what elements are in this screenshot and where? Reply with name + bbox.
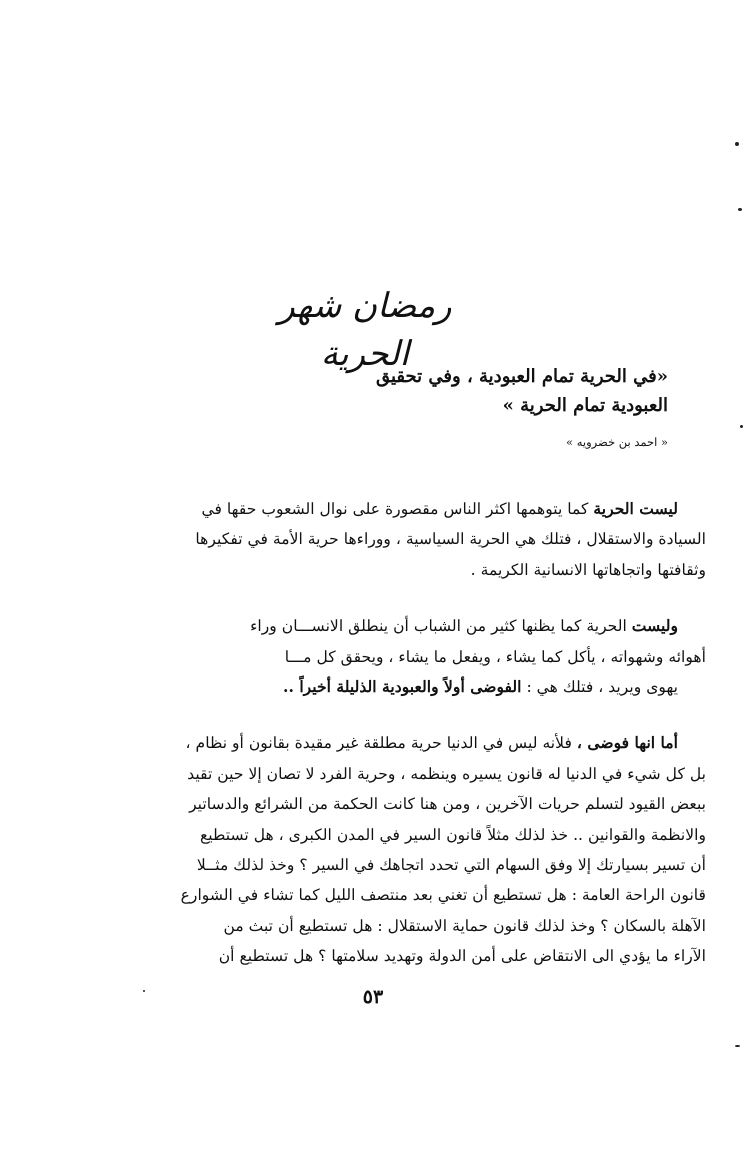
scan-speck (735, 142, 739, 146)
page-number: ٥٣ (362, 986, 384, 1008)
text-line: قانون الراحة العامة : هل تستطيع أن تغني بعد منتصف الليل كما تشاء في الشوارع (180, 886, 706, 905)
line-text: الحرية كما يظنها كثير من الشباب أن ينطلق الانســـان وراء (250, 617, 632, 636)
epigraph-attribution: « احمد بن خضرويه » (566, 435, 668, 449)
chapter-title: رمضان شهر الحرية (278, 286, 452, 374)
text-line (40, 672, 706, 702)
scan-speck (143, 990, 145, 992)
text-line: السيادة والاستقلال ، فتلك هي الحرية السياسية ، ووراءها حرية الأمة في تفكيرها (195, 530, 706, 549)
text-line: أن تسير بسيارتك إلا وفق السهام التي تحدد اتجاهك في السير ؟ وخذ لذلك مثــلا (196, 856, 706, 875)
line-text: كما يتوهمها اكثر الناس مقصورة على نوال الشعوب حقها في (201, 500, 594, 518)
line-text: يهوى ويريد ، فتلك هي : (521, 678, 678, 697)
scan-speck (738, 208, 742, 211)
lead-phrase: ليست الحرية (593, 499, 678, 518)
paragraph (40, 728, 706, 971)
lead-phrase: أما انها فوضى ، (576, 733, 678, 753)
epigraph-quote (198, 362, 668, 420)
scan-speck (735, 1045, 740, 1047)
text-line: وثقافتها واتجاهاتها الانسانية الكريمة . (470, 560, 706, 579)
paragraph (40, 611, 706, 702)
emphasis-phrase: الفوضى أولاً والعبودية الذليلة أخيراً .. (283, 677, 522, 697)
text-line (40, 611, 706, 641)
text-line (40, 494, 706, 524)
line-text: فلأنه ليس في الدنيا حرية مطلقة غير مقيدة بقانون أو نظام ، (185, 734, 577, 753)
epigraph-line: «في الحرية تمام العبودية ، وفي تحقيق (375, 366, 668, 387)
lead-phrase: وليست (631, 616, 678, 636)
text-line: الآهلة بالسكان ؟ وخذ لذلك قانون حماية الاستقلال : هل تستطيع أن تبث من (223, 916, 706, 935)
epigraph-line: العبودية تمام الحرية » (502, 395, 668, 416)
text-line: بل كل شيء في الدنيا له قانون يسيره وينظمه ، وحرية الفرد لا تصان إلا حين تقيد (187, 764, 706, 783)
text-line: والانظمة والقوانين .. خذ لذلك مثلاً قانون السير في المدن الكبرى ، هل تستطيع (199, 825, 706, 844)
scan-speck (740, 425, 743, 428)
text-line: الآراء ما يؤدي الى الانتقاض على أمن الدولة وتهديد سلامتها ؟ هل تستطيع أن (218, 947, 706, 966)
body-text (40, 494, 706, 972)
text-line: أهوائه وشهواته ، يأكل كما يشاء ، ويفعل ما يشاء ، ويحقق كل مـــا (284, 647, 706, 666)
text-line (40, 728, 706, 758)
paragraph (40, 494, 706, 585)
text-line: ببعض القيود لتسلم حريات الآخرين ، ومن هنا كانت الحكمة من الشرائع والدساتير (189, 795, 706, 814)
